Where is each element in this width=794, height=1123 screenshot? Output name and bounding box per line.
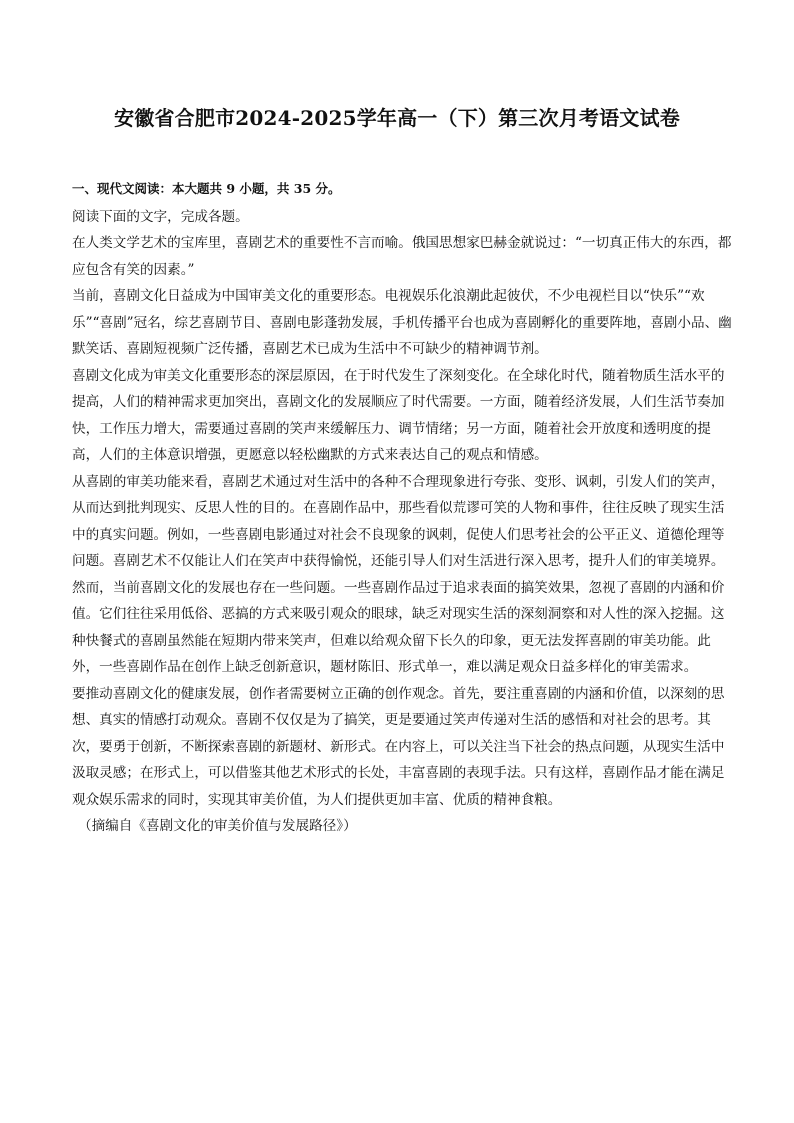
paragraph-2: 当前，喜剧文化日益成为中国审美文化的重要形态。电视娱乐化浪潮此起彼伏，不少电视栏目以“快乐”“欢乐”“喜剧”冠名，综艺喜剧节目、喜剧电影蓬勃发展，手机传播平台也成为喜剧孵化的重要阵地，喜剧小品、幽默笑话、喜剧短视频广泛传播，喜剧艺术已成为生活中不可缺少的精神调节剂。	[72, 288, 732, 357]
section-header: 一、现代文阅读：本大题共 9 小题，共 35 分。	[72, 181, 341, 196]
exam-title: 安徽省合肥市2024-2025学年高一（下）第三次月考语文试卷	[114, 106, 680, 130]
instruction-text: 阅读下面的文字，完成各题。	[72, 208, 249, 225]
source-citation: （摘编自《喜剧文化的审美价值与发展路径》）	[78, 818, 357, 834]
reading-passage	[72, 176, 732, 840]
paragraph-4: 从喜剧的审美功能来看，喜剧艺术通过对生活中的各种不合理现象进行夸张、变形、讽刺，引发人们的笑声，从而达到批判现实、反思人性的目的。在喜剧作品中，那些看似荒谬可笑的人物和事件，往往反映了现实生活中的真实问题。例如，一些喜剧电影通过对社会不良现象的讽刺，促使人们思考社会的公平正义、道德伦理等问题。喜剧艺术不仅能让人们在笑声中获得愉悦，还能引导人们对生活进行深入思考，提升人们的审美境界。	[72, 473, 725, 569]
paragraph-3: 喜剧文化成为审美文化重要形态的深层原因，在于时代发生了深刻变化。在全球化时代，随着物质生活水平的提高，人们的精神需求更加突出，喜剧文化的发展顺应了时代需要。一方面，随着经济发展，人们生活节奏加快，工作压力增大，需要通过喜剧的笑声来缓解压力、调节情绪；另一方面，随着社会开放度和透明度的提高，人们的主体意识增强，更愿意以轻松幽默的方式来表达自己的观点和情感。	[72, 367, 725, 463]
paragraph-6: 要推动喜剧文化的健康发展，创作者需要树立正确的创作观念。首先，要注重喜剧的内涵和价值，以深刻的思想、真实的情感打动观众。喜剧不仅仅是为了搞笑，更是要通过笑声传递对生活的感悟和对社会的思考。其次，要勇于创新，不断探索喜剧的新题材、新形式。在内容上，可以关注当下社会的热点问题，从现实生活中汲取灵感；在形式上，可以借鉴其他艺术形式的长处，丰富喜剧的表现手法。只有这样，喜剧作品才能在满足观众娱乐需求的同时，实现其审美价值，为人们提供更加丰富、优质的精神食粮。	[72, 685, 725, 808]
paragraph-1: 在人类文学艺术的宝库里，喜剧艺术的重要性不言而喻。俄国思想家巴赫金就说过：“一切真正伟大的东西，都应包含有笑的因素。”	[72, 235, 732, 278]
paragraph-5: 然而，当前喜剧文化的发展也存在一些问题。一些喜剧作品过于追求表面的搞笑效果，忽视了喜剧的内涵和价值。它们往往采用低俗、恶搞的方式来吸引观众的眼球，缺乏对现实生活的深刻洞察和对人性的深入挖掘。这种快餐式的喜剧虽然能在短期内带来笑声，但难以给观众留下长久的印象，更无法发挥喜剧的审美功能。此外，一些喜剧作品在创作上缺乏创新意识，题材陈旧、形式单一，难以满足观众日益多样化的审美需求。	[72, 579, 725, 675]
